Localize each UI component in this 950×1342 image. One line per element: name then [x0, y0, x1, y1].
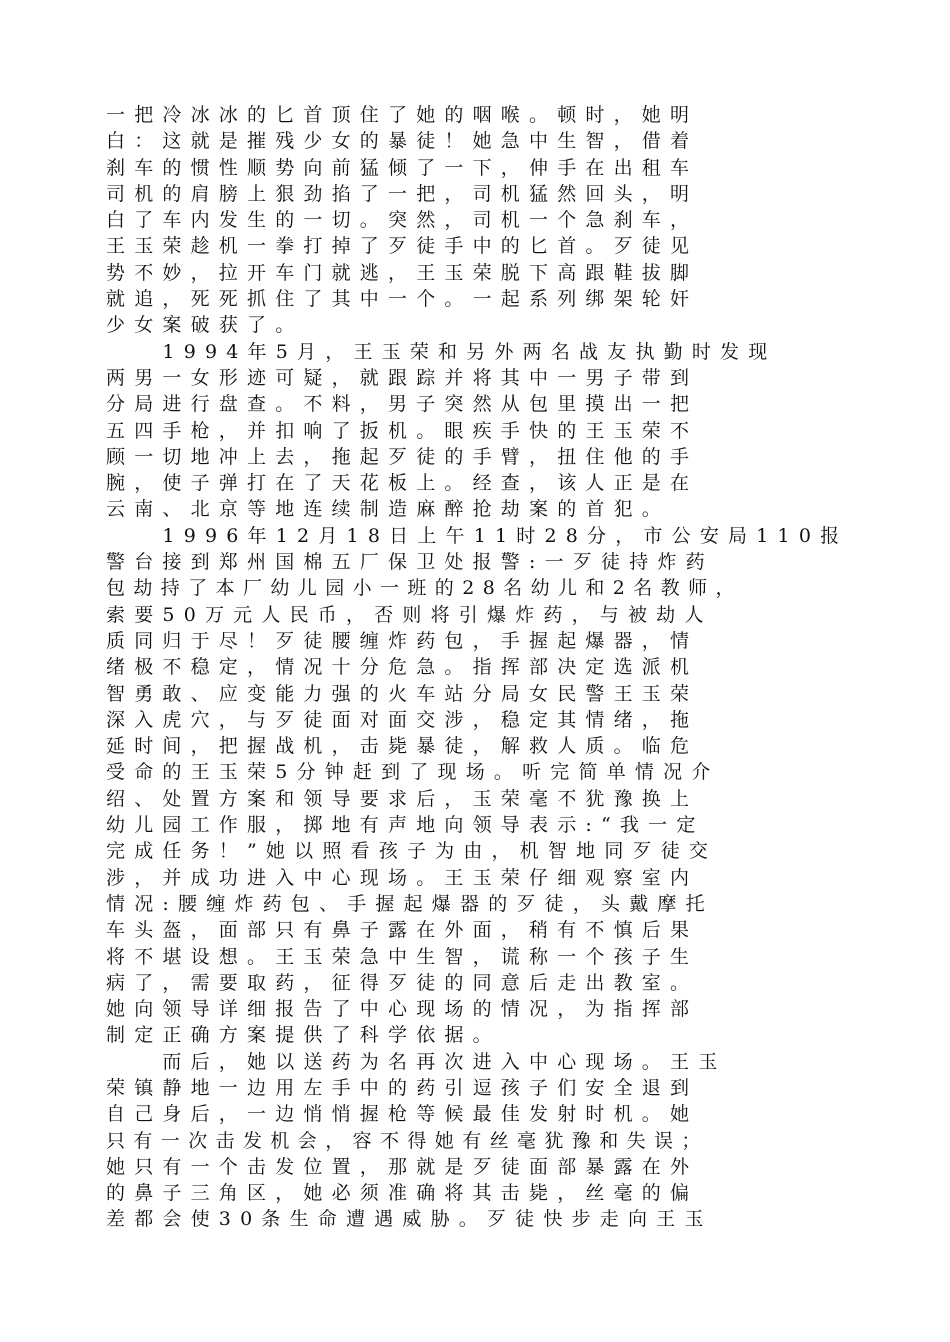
text-line: 警台接到郑州国棉五厂保卫处报警:一歹徒持炸药	[106, 551, 714, 574]
text-line: 1996年12月18日上午11时28分，市公安局110报	[106, 524, 849, 547]
text-line: 而后，她以送药为名再次进入中心现场。王玉	[106, 1050, 727, 1073]
text-line: 王玉荣趁机一拳打掉了歹徒手中的匕首。歹徒见	[106, 235, 699, 258]
text-line: 云南、北京等地连续制造麻醉抢劫案的首犯。	[106, 498, 671, 521]
text-line: 质同归于尽！歹徒腰缠炸药包，手握起爆器，情	[106, 629, 699, 652]
text-line: 腕，使子弹打在了天花板上。经查，该人正是在	[106, 472, 699, 495]
text-line: 延时间，把握战机，击毙暴徒，解救人质。临危	[106, 735, 699, 758]
text-line: 差都会使30条生命遭遇威胁。歹徒快步走向王玉	[106, 1208, 713, 1231]
text-line: 刹车的惯性顺势向前猛倾了一下，伸手在出租车	[106, 156, 699, 179]
text-line: 就追，死死抓住了其中一个。一起系列绑架轮奸	[106, 288, 699, 311]
text-line: 司机的肩膀上狠劲掐了一把，司机猛然回头，明	[106, 182, 699, 205]
text-line: 绍、处置方案和领导要求后，玉荣毫不犹豫换上	[106, 787, 699, 810]
text-line: 索要50万元人民币，否则将引爆炸药，与被劫人	[106, 603, 713, 626]
text-line: 少女案破获了。	[106, 314, 304, 337]
text-line: 顾一切地冲上去，拖起歹徒的手臂，扭住他的手	[106, 445, 699, 468]
text-line: 智勇敢、应变能力强的火车站分局女民警王玉荣	[106, 682, 699, 705]
text-line: 分局进行盘查。不料，男子突然从包里摸出一把	[106, 393, 699, 416]
text-line: 病了，需要取药，征得歹徒的同意后走出教室。	[106, 971, 699, 994]
text-line: 两男一女形迹可疑，就跟踪并将其中一男子带到	[106, 366, 699, 389]
text-line: 五四手枪，并扣响了扳机。眼疾手快的王玉荣不	[106, 419, 699, 442]
text-line: 深入虎穴，与歹徒面对面交涉，稳定其情绪，拖	[106, 708, 699, 731]
text-line: 白：这就是摧残少女的暴徒！她急中生智，借着	[106, 130, 699, 153]
document-page	[106, 102, 866, 1233]
text-line: 一把冷冰冰的匕首顶住了她的咽喉。顿时，她明	[106, 104, 699, 126]
text-line: 涉，并成功进入中心现场。王玉荣仔细观察室内	[106, 866, 699, 889]
text-line: 完成任务！”她以照看孩子为由，机智地同歹徒交	[106, 840, 718, 863]
text-line: 车头盔，面部只有鼻子露在外面，稍有不慎后果	[106, 919, 699, 942]
text-line: 情况:腰缠炸药包、手握起爆器的歹徒，头戴摩托	[106, 892, 714, 915]
text-line: 白了车内发生的一切。突然，司机一个急刹车，	[106, 209, 699, 232]
text-line: 1994年5月，王玉荣和另外两名战友执勤时发现	[106, 340, 777, 363]
text-line: 将不堪设想。王玉荣急中生智，谎称一个孩子生	[106, 945, 699, 968]
text-line: 她向领导详细报告了中心现场的情况，为指挥部	[106, 998, 699, 1021]
text-line: 制定正确方案提供了科学依据。	[106, 1024, 501, 1047]
text-line: 幼儿园工作服，掷地有声地向领导表示:“我一定	[106, 814, 705, 837]
text-line: 包劫持了本厂幼儿园小一班的28名幼儿和2名教师，	[106, 577, 743, 600]
text-line: 她只有一个击发位置，那就是歹徒面部暴露在外	[106, 1155, 699, 1178]
text-line: 势不妙，拉开车门就逃，王玉荣脱下高跟鞋拔脚	[106, 261, 699, 284]
text-line: 自己身后，一边悄悄握枪等候最佳发射时机。她	[106, 1103, 699, 1126]
text-line: 绪极不稳定，情况十分危急。指挥部决定选派机	[106, 656, 699, 679]
text-line: 只有一次击发机会，容不得她有丝毫犹豫和失误；	[106, 1129, 709, 1152]
text-line: 受命的王玉荣5分钟赶到了现场。听完简单情况介	[106, 761, 720, 784]
text-line: 的鼻子三角区，她必须准确将其击毙，丝毫的偏	[106, 1182, 699, 1205]
text-line: 荣镇静地一边用左手中的药引逗孩子们安全退到	[106, 1076, 699, 1099]
